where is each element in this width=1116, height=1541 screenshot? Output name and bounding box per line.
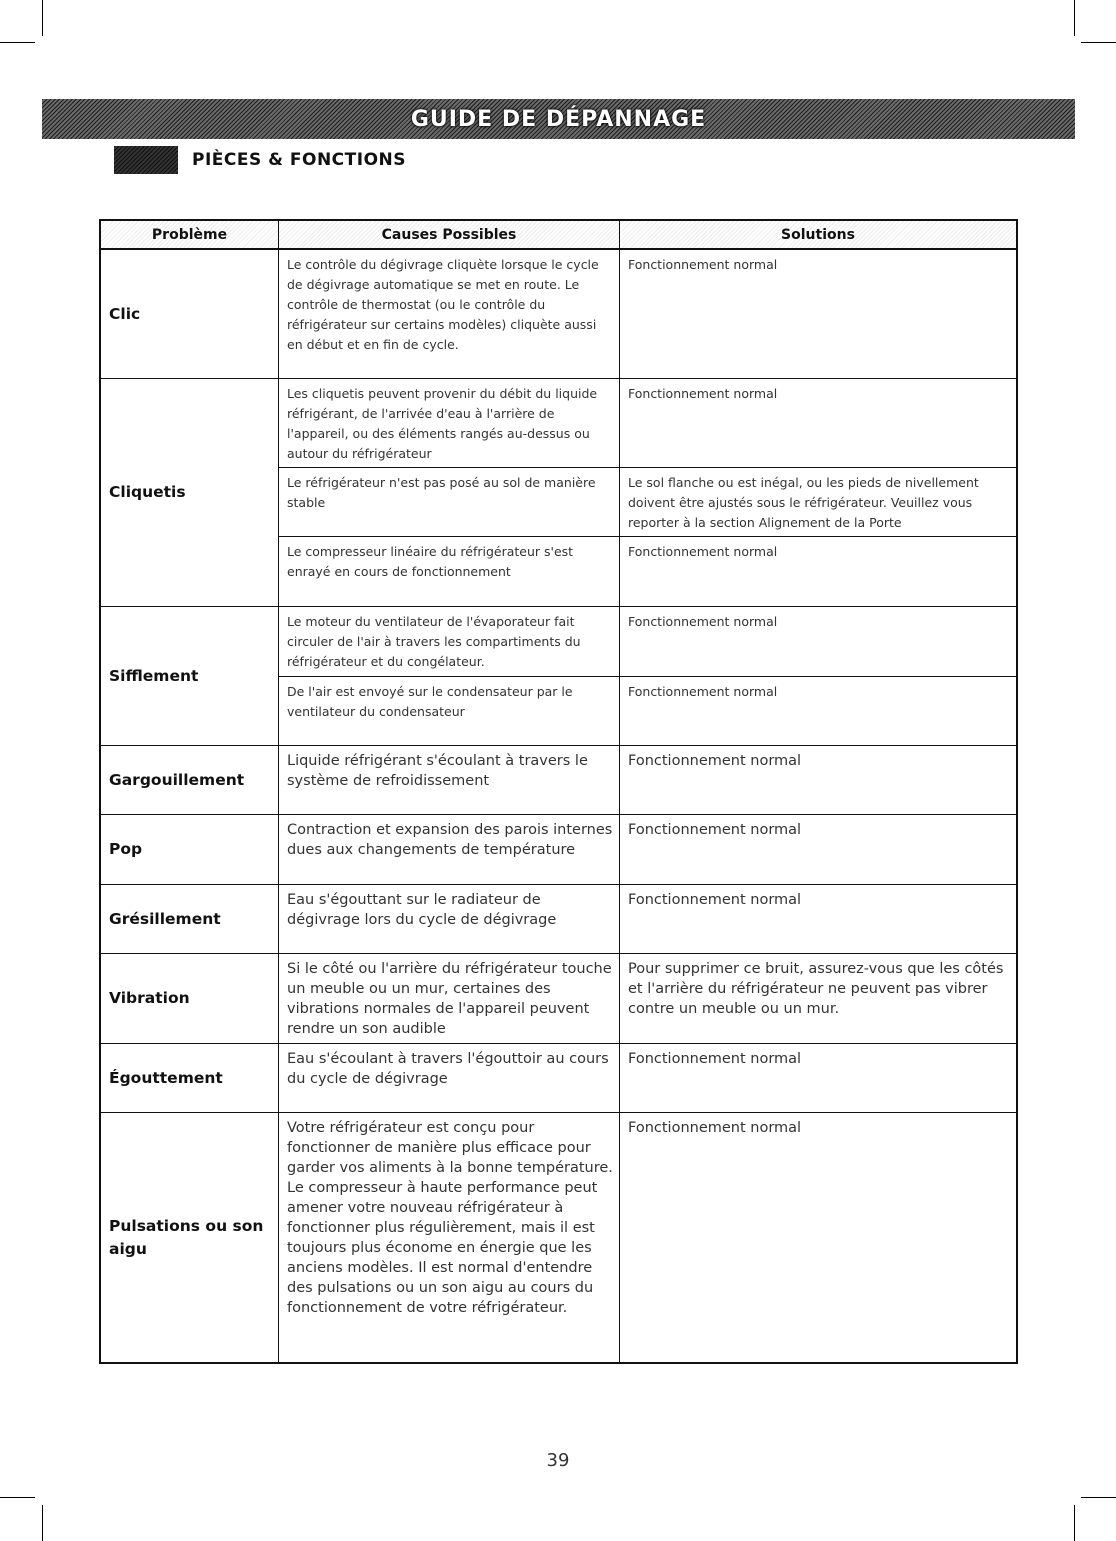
table-group — [101, 1043, 1016, 1112]
problem-label: Cliquetis — [101, 379, 279, 606]
page-title: GUIDE DE DÉPANNAGE — [410, 106, 707, 132]
cause-cell: Si le côté ou l'arrière du réfrigérateur touche un meuble ou un mur, certaines des vibrations normales de l'appareil peuvent rendre un son audible — [279, 954, 620, 1043]
solution-cell: Fonctionnement normal — [628, 544, 778, 559]
crop-mark — [1081, 1497, 1116, 1498]
table-group — [101, 606, 1016, 745]
page-number: 39 — [546, 1450, 570, 1471]
solution-cell: Fonctionnement normal — [628, 386, 778, 401]
solution-cell: Fonctionnement normal — [628, 753, 802, 769]
table-row — [279, 379, 1016, 467]
section-header — [114, 146, 406, 174]
header-probleme: Problème — [101, 221, 279, 248]
problem-label: Pulsations ou son aigu — [101, 1113, 279, 1362]
solution-cell: Fonctionnement normal — [628, 892, 802, 908]
solution-cell: Fonctionnement normal — [628, 257, 778, 272]
solution-cell: Fonctionnement normal — [628, 1120, 802, 1136]
cause-cell: Eau s'égouttant sur le radiateur de dégivrage lors du cycle de dégivrage — [279, 885, 620, 953]
cause-cell: De l'air est envoyé sur le condensateur par le ventilateur du condensateur — [279, 677, 620, 745]
cause-cell: Le moteur du ventilateur de l'évaporateur fait circuler de l'air à travers les compartiments du réfrigérateur et du congélateur. — [279, 607, 620, 676]
table-group — [101, 884, 1016, 953]
table-group — [101, 745, 1016, 814]
section-title: PIÈCES & FONCTIONS — [192, 150, 407, 170]
table-row — [279, 746, 1016, 814]
problem-label: Grésillement — [101, 885, 279, 953]
solution-cell: Fonctionnement normal — [628, 1051, 802, 1067]
section-marker — [114, 146, 178, 174]
solution-cell: Le sol flanche ou est inégal, ou les pieds de nivellement doivent être ajustés sous le réfrigérateur. Veuillez vous reporter à la section Alignement de la Porte — [628, 475, 979, 530]
cause-cell: Eau s'écoulant à travers l'égouttoir au cours du cycle de dégivrage — [279, 1044, 620, 1112]
table-row — [279, 676, 1016, 745]
crop-mark — [0, 42, 35, 43]
problem-label: Pop — [101, 815, 279, 884]
cause-cell: Les cliquetis peuvent provenir du débit du liquide réfrigérant, de l'arrivée d'eau à l'arrière de l'appareil, ou des éléments rangés au-dessus ou autour du réfrigérateur — [279, 379, 620, 467]
table-row — [279, 1113, 1016, 1362]
problem-label: Gargouillement — [101, 746, 279, 814]
table-row — [279, 1044, 1016, 1112]
solution-cell: Fonctionnement normal — [628, 614, 778, 629]
problem-label: Sifflement — [101, 607, 279, 745]
solution-cell: Fonctionnement normal — [628, 684, 778, 699]
crop-mark — [42, 1505, 43, 1541]
table-group — [101, 250, 1016, 378]
crop-mark — [0, 1497, 35, 1498]
table-group — [101, 953, 1016, 1043]
solution-cell: Pour supprimer ce bruit, assurez-vous que les côtés et l'arrière du réfrigérateur ne peuvent pas vibrer contre un meuble ou un mur. — [628, 961, 1004, 1017]
problem-label: Égouttement — [101, 1044, 279, 1112]
table-row — [279, 250, 1016, 378]
solution-cell: Fonctionnement normal — [628, 822, 802, 838]
troubleshooting-table — [99, 219, 1018, 1364]
table-row — [279, 815, 1016, 884]
header-solutions: Solutions — [620, 221, 1016, 248]
table-row — [279, 536, 1016, 606]
title-banner — [42, 99, 1075, 139]
cause-cell: Contraction et expansion des parois internes dues aux changements de température — [279, 815, 620, 884]
table-row — [279, 607, 1016, 676]
table-row — [279, 954, 1016, 1043]
table-row — [279, 467, 1016, 536]
problem-label: Vibration — [101, 954, 279, 1043]
crop-mark — [1074, 0, 1075, 36]
cause-cell: Le réfrigérateur n'est pas posé au sol de manière stable — [279, 468, 620, 536]
crop-mark — [42, 0, 43, 36]
header-causes: Causes Possibles — [279, 221, 620, 248]
problem-label: Clic — [101, 250, 279, 378]
table-group — [101, 378, 1016, 606]
cause-cell: Votre réfrigérateur est conçu pour fonctionner de manière plus efficace pour garder vos aliments à la bonne température. Le compresseur à haute performance peut amener votre nouveau réfrigérateur à fonctionner plus régulièrement, mais il est toujours plus économe en énergie que les anciens modèles. Il est normal d'entendre des pulsations ou un son aigu au cours du fonctionnement de votre réfrigérateur. — [279, 1113, 620, 1362]
table-row — [279, 885, 1016, 953]
cause-cell: Le contrôle du dégivrage cliquète lorsque le cycle de dégivrage automatique se met en route. Le contrôle de thermostat (ou le contrôle du réfrigérateur sur certains modèles) cliquète aussi en début et en fin de cycle. — [279, 250, 620, 378]
table-group — [101, 814, 1016, 884]
crop-mark — [1074, 1505, 1075, 1541]
table-header — [101, 221, 1016, 250]
crop-mark — [1081, 42, 1116, 43]
cause-cell: Liquide réfrigérant s'écoulant à travers le système de refroidissement — [279, 746, 620, 814]
cause-cell: Le compresseur linéaire du réfrigérateur s'est enrayé en cours de fonctionnement — [279, 537, 620, 606]
table-group — [101, 1112, 1016, 1362]
